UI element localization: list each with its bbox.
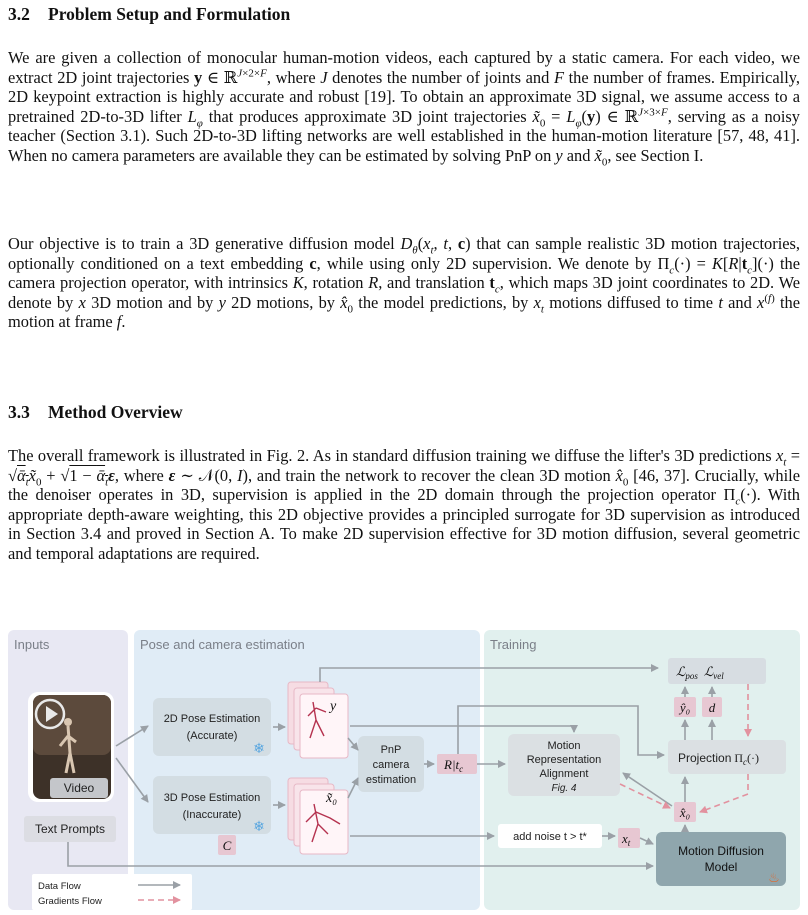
inputs-panel-title: Inputs bbox=[14, 637, 50, 652]
motion-alignment-line2: Representation bbox=[526, 754, 602, 766]
loss-vel-sub: vel bbox=[713, 671, 724, 681]
xt-label: x bbox=[622, 831, 628, 846]
y0-hat-label: ŷ₀ bbox=[679, 700, 691, 715]
pnp-line2: camera bbox=[372, 759, 410, 771]
method-overview-figure bbox=[8, 628, 801, 912]
diffusion-line1: Motion Diffusion bbox=[678, 844, 764, 858]
pose-camera-panel bbox=[134, 630, 480, 910]
x0-tilde-label: x̃₀ bbox=[326, 791, 338, 806]
snowflake-icon: ❄ bbox=[253, 818, 265, 834]
section-heading bbox=[8, 4, 290, 25]
section-title: Method Overview bbox=[48, 402, 183, 422]
d-label: d bbox=[708, 700, 716, 715]
diffusion-line2: Model bbox=[704, 860, 738, 874]
section-title: Problem Setup and Formulation bbox=[48, 4, 291, 24]
pose3d-cards bbox=[300, 790, 348, 854]
xt-sub: t bbox=[627, 838, 631, 848]
pose2d-title: 2D Pose Estimation bbox=[163, 713, 261, 725]
video-label: Video bbox=[63, 781, 95, 795]
diffusion-model-box bbox=[656, 832, 786, 886]
paragraph-text: Our objective is to train a 3D generative diffusion model $D_\theta(x_t$, t, c) that can sample realistic 3D motion trajectories, optionally conditioned on a text embedding c, while using only 2D supervision. We denote by $\Pi_c(\cdot) = K[R|t_c](\cdot)$ the camera projection operator, with intrinsics K, rotation R, and translation $t_c$, which maps 3D joint coordinates to 2D. We denote by x 3D motion and by y 2D motions, by $x̂_0$ the model predictions, by $x_t$ motions diffused to time t and $x^{(f)}$ the motion at frame f. bbox=[8, 234, 801, 332]
paragraph-text: The overall framework is illustrated in Fig. 2. As in standard diffusion training we diffuse the lifter's 3D predictions $x_t$ = $√ᾱ_tx̃_0 + √1$ − ᾱ$_t$ε, where ε ∼ 𝒩(0, I), and train the network to recover the clean 3D motion $x̂_0$ [46, 37]. Crucially, while the denoiser operates in 3D, supervision is applied in the 2D domain through the projection operator $\Pi_c(\cdot)$. With appropriate depth-aware weighting, this 2D objective provides a principled surrogate for 3D supervision as introduced in Section 3.4 and proved in Section A. To make 2D supervision effective for 3D motion diffusion, several geometric and temporal adaptations are required. bbox=[8, 446, 800, 563]
y-label: y bbox=[330, 699, 337, 714]
section-number: 3.3 bbox=[8, 402, 30, 422]
projection-label: Projection $\Pi_c(\cdot)$ bbox=[678, 751, 760, 767]
pose-panel-title: Pose and camera estimation bbox=[140, 637, 305, 652]
motion-alignment-ref: Fig. 4 bbox=[551, 783, 577, 794]
pose2d-cards bbox=[300, 694, 348, 758]
section-number: 3.2 bbox=[8, 4, 30, 24]
loss-vel-symbol: ℒ bbox=[703, 664, 714, 679]
pose2d-subtitle: (Accurate) bbox=[186, 730, 238, 742]
pose3d-subtitle: (Inaccurate) bbox=[182, 809, 242, 821]
text-prompts-label: Text Prompts bbox=[34, 822, 106, 836]
paragraph-text: We are given a collection of monocular human-motion videos, each captured by a static camera. For each video, we extract 2D joint trajectories y ∈ ℝ$^{J\times 2\times F}$, where J denotes the number of joints and F the number of frames. Empirically, 2D keypoint extraction is highly accurate and robust [19]. To obtain an approximate 3D signal, we assume access to a pretrained 2D-to-3D lifter $L_\varphi$ that produces approximate 3D joint trajectories $x̃_0 = L_\varphi(y)$ ∈ ℝ$^{J\times 3\times F}$, serving as a noisy teacher (Section 3.1). Such 2D-to-3D lifting networks are well established in the human-motion literature [57, 48, 41]. When no camera parameters are available they can be estimated by solving PnP on y and $x̃_0$, see Section I. bbox=[8, 48, 801, 169]
paragraph bbox=[8, 48, 801, 169]
legend-gradients-flow: Gradients Flow bbox=[38, 896, 102, 907]
loss-pos-sub: pos bbox=[685, 671, 698, 681]
pose3d-title: 3D Pose Estimation bbox=[163, 792, 261, 804]
snowflake-icon: ❄ bbox=[253, 740, 265, 756]
add-noise-label: add noise t > t* bbox=[513, 831, 587, 843]
loss-pos-symbol: ℒ bbox=[676, 664, 686, 679]
motion-alignment-line1: Motion bbox=[547, 740, 581, 752]
paragraph bbox=[8, 446, 800, 564]
pnp-line1: PnP bbox=[380, 744, 402, 756]
rt-subscript: c bbox=[459, 764, 464, 774]
section-heading bbox=[8, 402, 183, 423]
x0-hat-label: x̂₀ bbox=[679, 805, 691, 820]
motion-alignment-line3: Alignment bbox=[539, 768, 589, 780]
paragraph bbox=[8, 234, 800, 332]
c-label: C bbox=[222, 838, 232, 853]
rt-label: R|t bbox=[444, 757, 460, 772]
pnp-line3: estimation bbox=[365, 774, 417, 786]
legend-data-flow: Data Flow bbox=[38, 881, 81, 892]
training-panel-title: Training bbox=[490, 637, 537, 652]
fire-icon: ♨ bbox=[768, 870, 780, 885]
